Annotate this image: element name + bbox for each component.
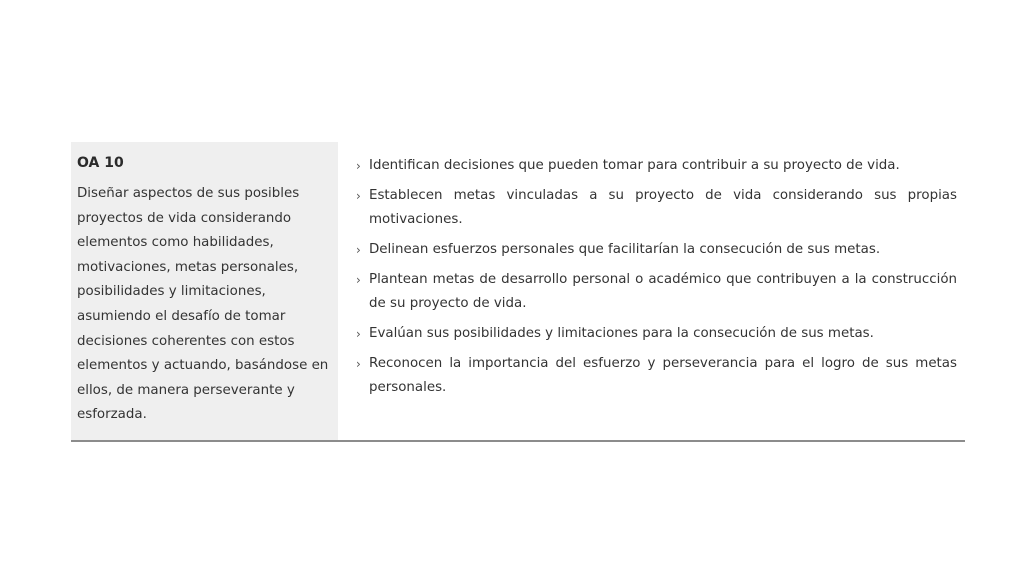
indicator-item (356, 352, 957, 400)
chevron-right-icon: › (356, 357, 361, 371)
indicator-item (356, 322, 957, 346)
indicator-list (356, 154, 957, 400)
objectives-table (71, 142, 965, 442)
indicator-item (356, 268, 957, 316)
objective-cell (71, 142, 338, 440)
indicator-item (356, 154, 957, 178)
chevron-right-icon: › (356, 243, 361, 257)
chevron-right-icon: › (356, 159, 361, 173)
indicator-item (356, 184, 957, 232)
objective-description: Diseñar aspectos de sus posibles proyectos de vida considerando elementos como habilidades, motivaciones, metas personales, posibilidades y limitaciones, asumiendo el desafío de tomar decisiones coherentes con estos elementos y actuando, basándose en ellos, de manera perseverante y esforzada. (77, 186, 329, 423)
indicator-item (356, 238, 957, 262)
objective-code: OA 10 (77, 155, 124, 171)
indicator-text: Reconocen la importancia del esfuerzo y perseverancia para el logro de sus metas personales. (369, 356, 957, 395)
indicator-text: Plantean metas de desarrollo personal o académico que contribuyen a la construcción de su proyecto de vida. (369, 272, 957, 311)
chevron-right-icon: › (356, 327, 361, 341)
indicator-text: Establecen metas vinculadas a su proyecto de vida considerando sus propias motivaciones. (369, 188, 957, 227)
indicator-text: Delinean esfuerzos personales que facilitarían la consecución de sus metas. (369, 242, 881, 257)
chevron-right-icon: › (356, 189, 361, 203)
indicator-text: Evalúan sus posibilidades y limitaciones para la consecución de sus metas. (369, 326, 874, 341)
indicator-text: Identifican decisiones que pueden tomar para contribuir a su proyecto de vida. (369, 158, 900, 173)
chevron-right-icon: › (356, 273, 361, 287)
indicators-cell (338, 142, 965, 440)
